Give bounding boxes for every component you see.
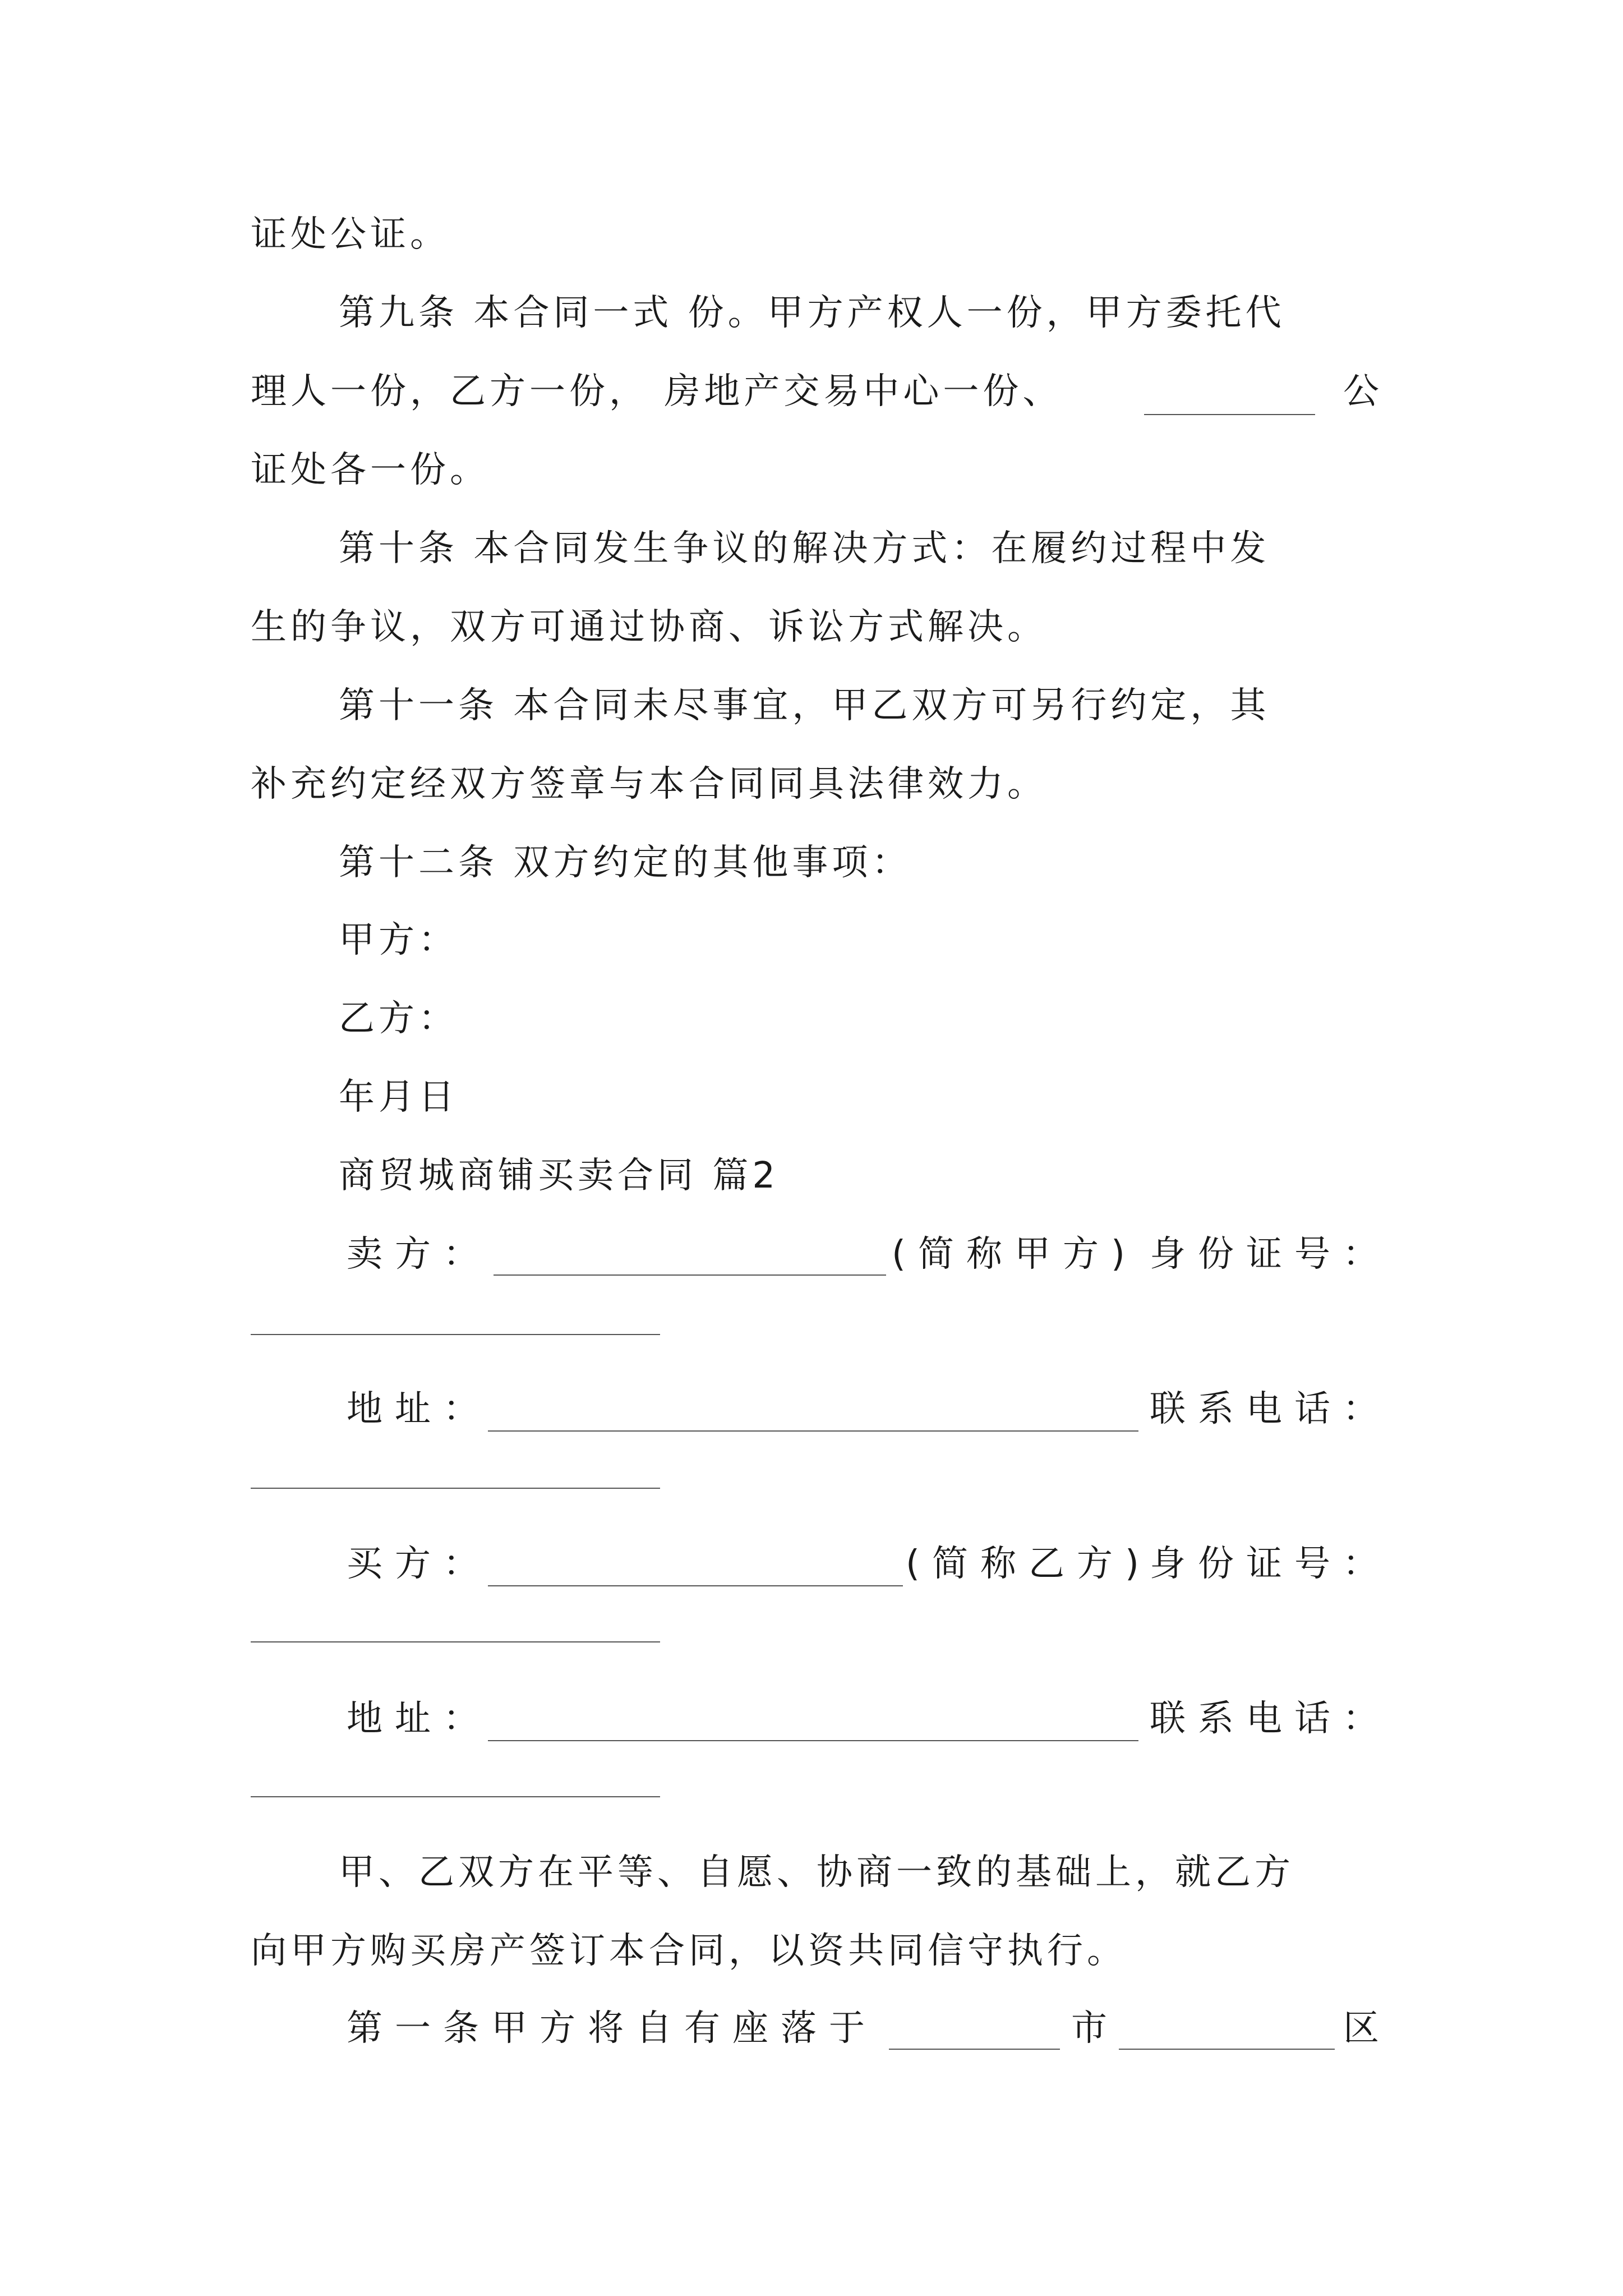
text: 第十一条 本合同未尽事宜，甲乙双方可另行约定，其 — [339, 685, 1270, 726]
text: 地址： — [347, 1388, 491, 1430]
paragraph-line — [251, 605, 1047, 650]
blank-underline — [251, 1641, 660, 1642]
article-12-line — [339, 840, 911, 885]
text: 生的争议，双方可通过协商、诉讼方式解决。 — [251, 606, 1047, 648]
paragraph-line — [251, 448, 490, 493]
id-number-label — [1150, 1542, 1391, 1586]
article-1-line — [347, 2006, 877, 2051]
text: 地址： — [347, 1698, 491, 1740]
text: 第九条 本合同一式 份。甲方产权人一份，甲方委托代 — [339, 292, 1285, 334]
text: 证处公证。 — [251, 214, 450, 255]
paragraph-line — [251, 762, 1047, 807]
blank-underline — [1119, 2049, 1335, 2050]
text-district — [1343, 2006, 1383, 2051]
article-9-line — [339, 291, 1285, 335]
text: 年月日 — [339, 1076, 458, 1118]
text: 区 — [1343, 2008, 1383, 2049]
text: 第十条 本合同发生争议的解决方式：在履约过程中发 — [339, 528, 1270, 569]
text: 买方： — [347, 1543, 491, 1585]
text: 补充约定经双方签章与本合同同具法律效力。 — [251, 763, 1047, 805]
paragraph-line — [251, 1929, 1127, 1973]
blank-underline — [494, 1274, 886, 1276]
text: 乙方： — [339, 998, 458, 1039]
article-10-line — [339, 526, 1270, 571]
buyer-address-label — [347, 1696, 491, 1741]
text: 理人一份，乙方一份， 房地产交易中心一份、 — [251, 371, 1063, 412]
text: 第一条甲方将自有座落于 — [347, 2008, 877, 2049]
date-line — [339, 1075, 458, 1120]
blank-underline — [251, 1796, 660, 1797]
text: (简称乙方) — [906, 1543, 1151, 1585]
blank-underline — [251, 1488, 660, 1489]
text: 联系电话： — [1150, 1698, 1391, 1740]
blank-underline — [488, 1585, 903, 1586]
seller-address-label — [347, 1387, 491, 1432]
text: 市 — [1071, 2008, 1111, 2049]
seller-line-label — [347, 1232, 491, 1277]
seller-short-name — [892, 1232, 1137, 1277]
paragraph-line — [339, 1850, 1294, 1895]
id-number-label — [1150, 1232, 1391, 1277]
buyer-short-name — [906, 1542, 1151, 1586]
blank-underline — [889, 2049, 1060, 2050]
section-heading — [339, 1153, 779, 1198]
text: 卖方： — [347, 1234, 491, 1275]
text: 身份证号： — [1150, 1234, 1391, 1275]
blank-underline — [1144, 414, 1315, 415]
text: 公 — [1343, 371, 1383, 412]
party-a-signature-line — [339, 918, 458, 963]
text: 证处各一份。 — [251, 449, 490, 491]
phone-label — [1150, 1387, 1391, 1432]
text: 身份证号： — [1150, 1543, 1391, 1585]
blank-underline — [488, 1430, 1138, 1432]
article-11-line — [339, 683, 1270, 728]
paragraph-line — [1343, 369, 1383, 414]
text: 甲方： — [339, 919, 458, 961]
buyer-line-label — [347, 1542, 491, 1586]
text-city — [1071, 2006, 1111, 2051]
text: 第十二条 双方约定的其他事项： — [339, 842, 912, 884]
paragraph-line — [251, 212, 450, 257]
paragraph-line — [251, 369, 1062, 414]
text: 商贸城商铺买卖合同 篇2 — [339, 1155, 780, 1197]
text: 联系电话： — [1150, 1388, 1391, 1430]
text: (简称甲方) — [892, 1234, 1137, 1275]
blank-underline — [488, 1740, 1138, 1741]
phone-label — [1150, 1696, 1391, 1741]
text: 甲、乙双方在平等、自愿、协商一致的基础上，就乙方 — [339, 1852, 1294, 1893]
blank-underline — [251, 1334, 660, 1335]
party-b-signature-line — [339, 996, 458, 1041]
text: 向甲方购买房产签订本合同，以资共同信守执行。 — [251, 1930, 1127, 1972]
